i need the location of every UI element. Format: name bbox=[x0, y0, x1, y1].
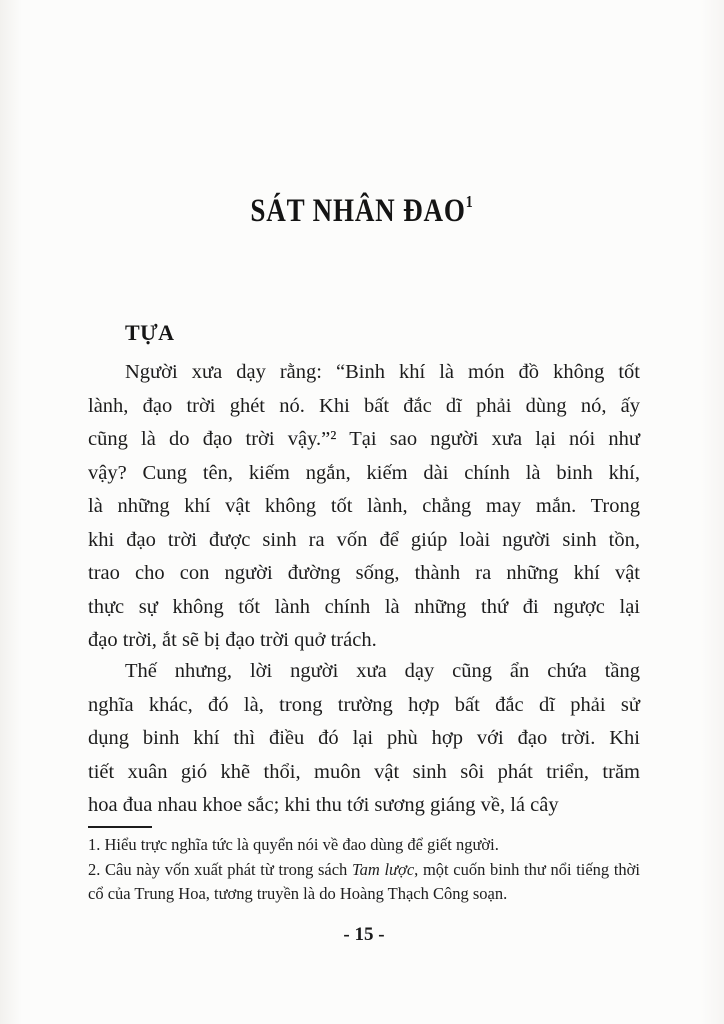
text-line: thực sự không tốt lành chính là những thứ đi ngược lại bbox=[88, 595, 640, 618]
text-line: dụng binh khí thì điều đó lại phù hợp với đạo trời. Khi bbox=[88, 727, 640, 749]
text-line: nghĩa khác, đó là, trong trường hợp bất đắc dĩ phải sử bbox=[88, 693, 640, 716]
text-line: trao cho con người đường sống, thành ra những khí vật bbox=[88, 562, 640, 584]
section-heading: TỰA bbox=[125, 320, 175, 345]
chapter-title-text: SÁT NHÂN ĐAO bbox=[250, 193, 467, 229]
text-line: lành, đạo trời ghét nó. Khi bất đắc dĩ phải dùng nó, ấy bbox=[88, 394, 640, 417]
text-line: vậy? Cung tên, kiếm ngắn, kiếm dài chính là binh khí, bbox=[88, 461, 640, 484]
text-line: đạo trời, ắt sẽ bị đạo trời quở trách. bbox=[88, 629, 377, 651]
text-line: hoa đua nhau khoe sắc; khi thu tới sương giáng về, lá cây bbox=[88, 794, 559, 816]
text-line: là những khí vật không tốt lành, chẳng may mắn. Trong bbox=[88, 495, 640, 517]
footnote-2-text-post: , một cuốn binh thư nổi tiếng thời cổ của Trung Hoa, tương truyền là do Hoàng Thạch Công soạn. bbox=[88, 859, 640, 903]
paragraph-2 bbox=[88, 655, 640, 823]
text-line: khi đạo trời được sinh ra vốn để giúp loài người sinh tồn, bbox=[88, 528, 640, 551]
footnotes bbox=[88, 833, 640, 907]
footnote-2 bbox=[88, 858, 640, 907]
chapter-title bbox=[0, 192, 724, 230]
text-line: Người xưa dạy rằng: “Binh khí là món đồ không tốt bbox=[125, 361, 640, 383]
text-line: cũng là do đạo trời vậy.”² Tại sao người xưa lại nói như bbox=[88, 428, 640, 450]
footnote-divider bbox=[88, 826, 152, 828]
text-line: tiết xuân gió khẽ thổi, muôn vật sinh sôi phát triển, trăm bbox=[88, 760, 640, 783]
footnote-1: 1. Hiểu trực nghĩa tức là quyển nói về đao dùng để giết người. bbox=[88, 835, 499, 854]
chapter-title-inner bbox=[251, 192, 473, 230]
footnote-2-book-title: Tam lược bbox=[351, 859, 415, 879]
title-footnote-ref: 1 bbox=[466, 192, 474, 211]
paragraph-1 bbox=[88, 356, 640, 658]
text-line: Thế nhưng, lời người xưa dạy cũng ẩn chứa tầng bbox=[125, 660, 640, 682]
footnote-2-text-pre: 2. Câu này vốn xuất phát từ trong sách bbox=[88, 859, 352, 879]
page-number: - 15 - bbox=[343, 924, 385, 945]
